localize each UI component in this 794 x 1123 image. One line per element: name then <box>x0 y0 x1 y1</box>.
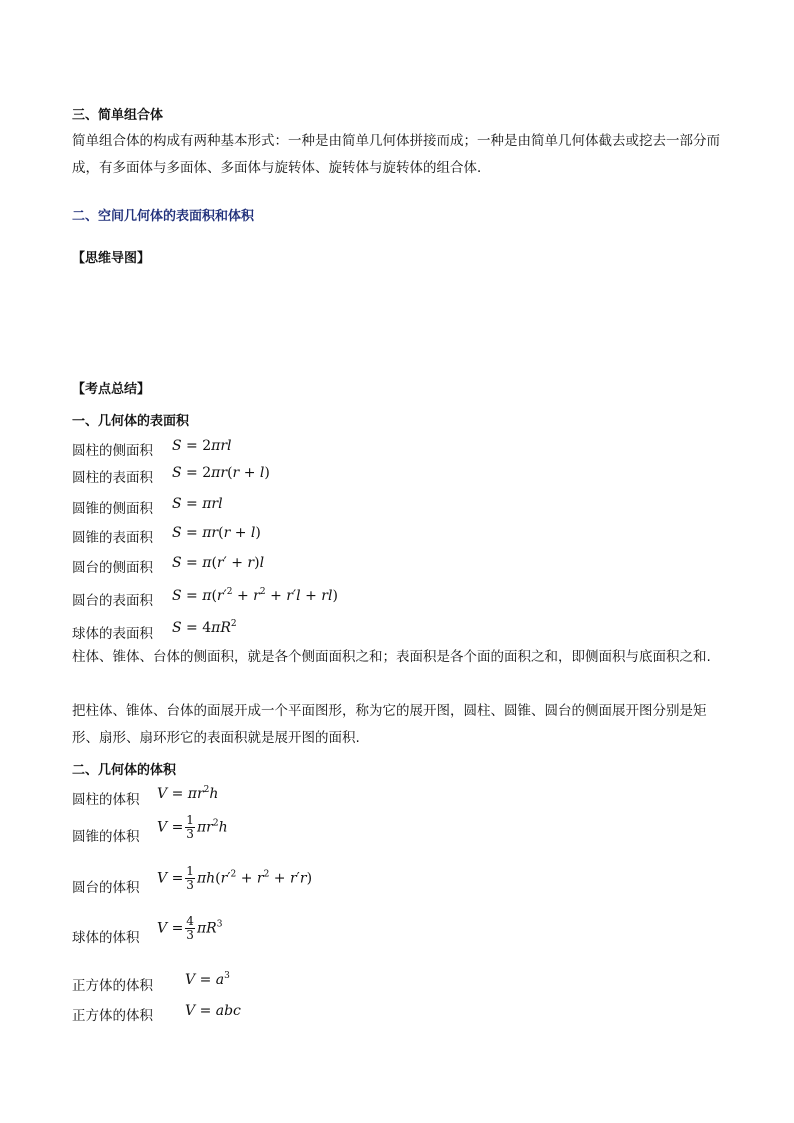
formula-sphere-surface: $S = 4\pi R^2$ <box>172 619 237 636</box>
fraction-denominator: 3 <box>186 928 194 942</box>
formula-cone-lateral: S = πrl <box>172 496 223 512</box>
formula-frustum-volume: V = $\frac{1}{3}$ $\pi h(r'^2 + r^2 + r'r)$ <box>157 864 313 892</box>
fraction-numerator: 1 <box>186 813 194 827</box>
surface-area-heading: 一、几何体的表面积 <box>72 414 190 429</box>
formula-label: 球体的体积 <box>72 930 140 946</box>
formula-cube-volume: $V = a^3$ <box>185 971 230 988</box>
formula-label: 正方体的体积 <box>72 1008 153 1024</box>
surface-explanation-2: 把柱体、锥体、台体的面展开成一个平面图形，称为它的展开图，圆柱、圆锥、圆台的侧面展开图分别是矩形、扇形、扇环形它的表面积就是展开图的面积. <box>72 703 707 746</box>
formula-label: 圆柱的体积 <box>72 792 140 808</box>
formula-label: 圆锥的体积 <box>72 829 140 845</box>
surface-explanation-1: 柱体、锥体、台体的侧面积，就是各个侧面面积之和；表面积是各个面的面积之和，即侧面积与底面积之和. <box>72 649 711 665</box>
formula-sphere-volume: V = $\frac{4}{3}$ $\pi R^3$ <box>157 914 223 942</box>
volume-heading: 二、几何体的体积 <box>72 763 177 778</box>
fraction-numerator: 4 <box>186 914 194 928</box>
formula-label: 圆锥的表面积 <box>72 530 153 546</box>
fraction-denominator: 3 <box>186 878 194 892</box>
formula-label: 正方体的体积 <box>72 978 153 994</box>
formula-label: 圆柱的侧面积 <box>72 443 153 459</box>
section-2-heading: 二、空间几何体的表面积和体积 <box>72 209 255 224</box>
formula-label: 圆柱的表面积 <box>72 470 153 486</box>
formula-cylinder-volume: $V = \pi r^2h$ <box>157 785 219 802</box>
formula-cuboid-volume: V = abc <box>185 1003 241 1019</box>
formula-frustum-lateral: S = π(r′ + r)l <box>172 555 265 571</box>
section-3-heading: 三、简单组合体 <box>72 108 164 123</box>
formula-frustum-total: $S = \pi(r'^2 + r^2 + r'l + rl)$ <box>172 587 338 604</box>
mindmap-label: 【思维导图】 <box>72 251 151 266</box>
fraction-denominator: 3 <box>186 827 194 841</box>
formula-cone-total: S = πr(r + l) <box>172 525 261 541</box>
formula-label: 圆锥的侧面积 <box>72 501 153 517</box>
formula-cylinder-total: S = 2πr(r + l) <box>172 465 270 481</box>
fraction-numerator: 1 <box>186 864 194 878</box>
formula-label: 圆台的表面积 <box>72 593 153 609</box>
formula-label: 球体的表面积 <box>72 626 153 642</box>
formula-label: 圆台的侧面积 <box>72 560 153 576</box>
summary-label: 【考点总结】 <box>72 382 151 397</box>
formula-cone-volume: V = $\frac{1}{3}$ $\pi r^2h$ <box>157 813 228 841</box>
section-3-paragraph: 简单组合体的构成有两种基本形式：一种是由简单几何体拼接而成；一种是由简单几何体截去或挖去一部分而成，有多面体与多面体、多面体与旋转体、旋转体与旋转体的组合体． <box>72 133 720 176</box>
formula-cylinder-lateral: S = 2πrl <box>172 438 232 454</box>
formula-label: 圆台的体积 <box>72 880 140 896</box>
